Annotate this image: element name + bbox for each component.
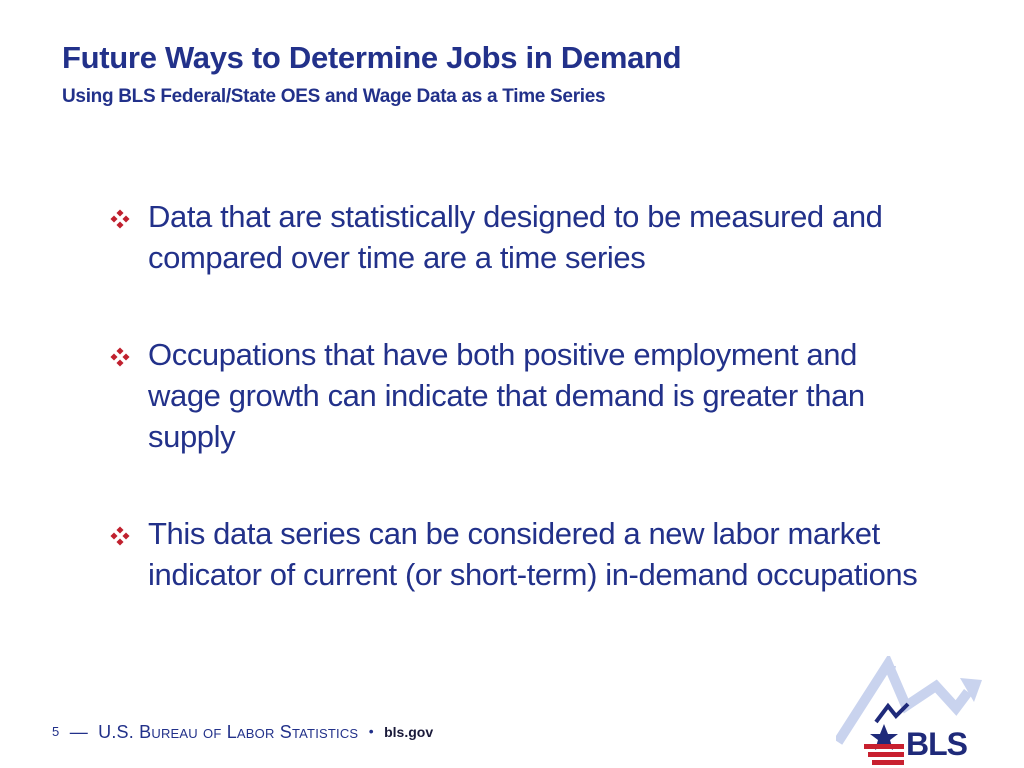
diamond-bullet-icon	[110, 209, 130, 229]
bullet-item	[108, 196, 928, 278]
agency-name: U.S. Bureau of Labor Statistics	[98, 722, 359, 742]
slide-footer	[52, 722, 433, 743]
site-url: bls.gov	[384, 724, 434, 740]
diamond-bullet-icon	[110, 526, 130, 546]
bullet-list	[108, 196, 928, 651]
page-number: 5	[52, 724, 60, 739]
bullet-item	[108, 513, 928, 595]
bullet-text: Data that are statistically designed to be measured and compared over time are a time series	[148, 199, 883, 275]
bullet-item	[108, 334, 928, 457]
footer-separator: —	[69, 722, 88, 742]
bullet-text: Occupations that have both positive employment and wage growth can indicate that demand is greater than supply	[148, 337, 865, 454]
slide-title: Future Ways to Determine Jobs in Demand	[62, 40, 682, 75]
slide-subtitle: Using BLS Federal/State OES and Wage Data as a Time Series	[62, 86, 606, 107]
footer-bullet: •	[368, 723, 374, 739]
bls-logo-text: BLS	[906, 726, 967, 762]
bullet-text: This data series can be considered a new labor market indicator of current (or short-term) in-demand occupations	[148, 516, 918, 592]
diamond-bullet-icon	[110, 347, 130, 367]
